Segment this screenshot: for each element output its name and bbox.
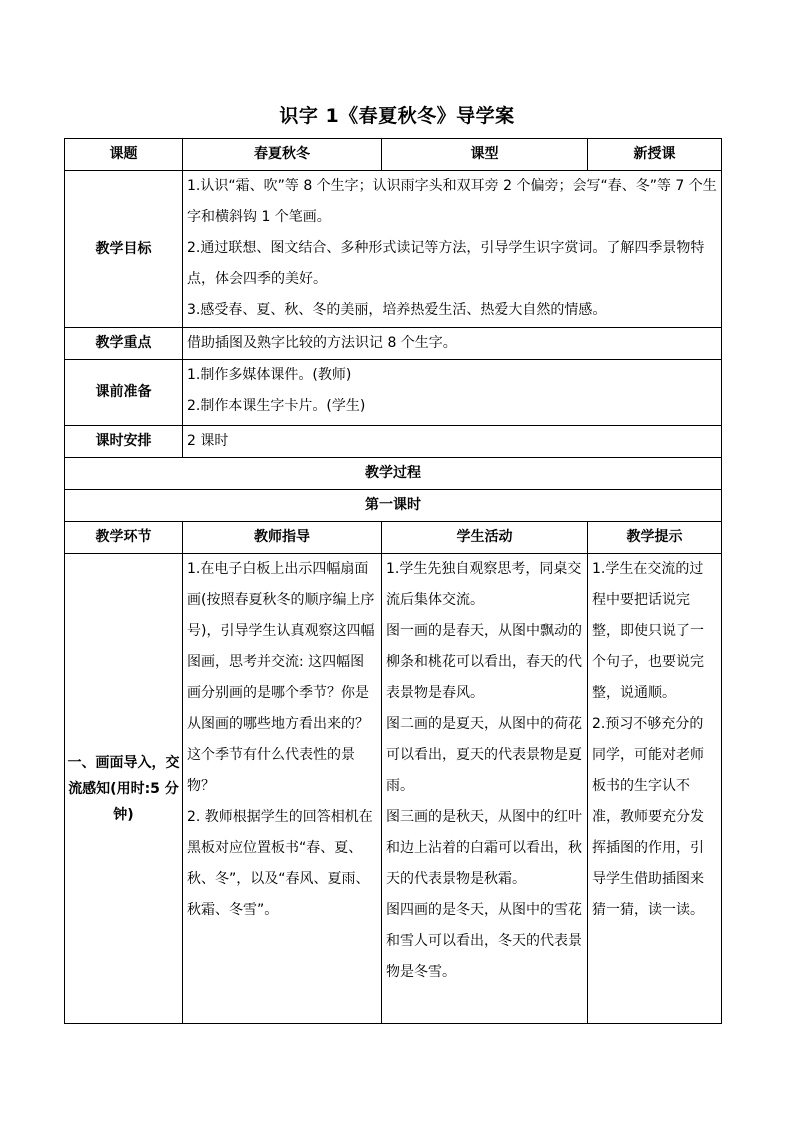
column-header-row (65, 522, 722, 554)
schedule-label: 课时安排 (65, 426, 183, 458)
type-value: 新授课 (588, 139, 722, 171)
step1-phase: 一、画面导入，交流感知(用时:5 分钟) (65, 554, 183, 1024)
topic-value: 春夏秋冬 (183, 139, 382, 171)
objectives-content (183, 171, 722, 328)
key-points-label: 教学重点 (65, 328, 183, 360)
header-row (65, 139, 722, 171)
preparation-line-1: 1.制作多媒体课件。(教师) (187, 367, 352, 383)
preparation-row (65, 360, 722, 426)
step1-teacher-2: 2. 教师根据学生的回答相机在黑板对应位置板书“春、夏、秋、冬”，以及“春风、夏雨、秋霜、冬雪”。 (187, 809, 373, 918)
col-header-phase: 教学环节 (65, 522, 183, 554)
type-label: 课型 (382, 139, 588, 171)
document-title: 识字 1《春夏秋冬》导学案 (279, 105, 515, 127)
objectives-label: 教学目标 (65, 171, 183, 328)
step1-student-5: 图四画的是冬天，从图中的雪花和雪人可以看出，冬天的代表景物是冬雪。 (386, 902, 582, 980)
step1-teacher (183, 554, 382, 1024)
objective-3: 3.感受春、夏、秋、冬的美丽，培养热爱生活、热爱大自然的情感。 (187, 302, 607, 318)
key-points-row (65, 328, 722, 360)
step1-tip-1: 1.学生在交流的过程中要把话说完整，即使只说了一个句子，也要说完整，说通顺。 (592, 561, 704, 701)
step1-student-4: 图三画的是秋天，从图中的红叶和边上沾着的白霜可以看出，秋天的代表景物是秋霜。 (386, 809, 582, 887)
preparation-line-2: 2.制作本课生字卡片。(学生) (187, 398, 366, 414)
process-title: 教学过程 (65, 458, 722, 490)
objectives-row (65, 171, 722, 328)
objective-2: 2.通过联想、图文结合、多种形式读记等方法，引导学生识字赏词。了解四季景物特点，体会四季的美好。 (187, 240, 705, 287)
step1-tips (588, 554, 722, 1024)
step1-student-2: 图一画的是春天，从图中飘动的柳条和桃花可以看出，春天的代表景物是春风。 (386, 623, 582, 701)
schedule-row (65, 426, 722, 458)
col-header-teacher: 教师指导 (183, 522, 382, 554)
preparation-label: 课前准备 (65, 360, 183, 426)
step1-row (65, 554, 722, 1024)
col-header-student: 学生活动 (382, 522, 588, 554)
col-header-tips: 教学提示 (588, 522, 722, 554)
lesson-plan-table (64, 138, 722, 1024)
preparation-content (183, 360, 722, 426)
key-points-text: 借助插图及熟字比较的方法识记 8 个生字。 (183, 328, 722, 360)
objective-1: 1.认识“霜、吹”等 8 个生字；认识雨字头和双耳旁 2 个偏旁；会写“春、冬”等 7 个生字和横斜钩 1 个笔画。 (187, 178, 717, 225)
process-title-row (65, 458, 722, 490)
lesson-title-row (65, 490, 722, 522)
step1-teacher-1: 1.在电子白板上出示四幅扇面画(按照春夏秋冬的顺序编上序号)，引导学生认真观察这四幅 图画，思考并交流: 这四幅图画分别画的是哪个季节？你是从图画的哪些地方看出来的？这个季节有什么代表性的景物？ (187, 561, 375, 794)
step1-student-3: 图二画的是夏天，从图中的荷花可以看出，夏天的代表景物是夏雨。 (386, 716, 582, 794)
step1-student-1: 1.学生先独自观察思考，同桌交流后集体交流。 (386, 561, 582, 608)
schedule-text: 2 课时 (183, 426, 722, 458)
step1-student (382, 554, 588, 1024)
step1-tip-2: 2.预习不够充分的同学，可能对老师板书的生字认不准，教师要充分发挥插图的作用，引导学生借助插图来猜一猜，读一读。 (592, 716, 704, 918)
topic-label: 课题 (65, 139, 183, 171)
lesson-title: 第一课时 (65, 490, 722, 522)
